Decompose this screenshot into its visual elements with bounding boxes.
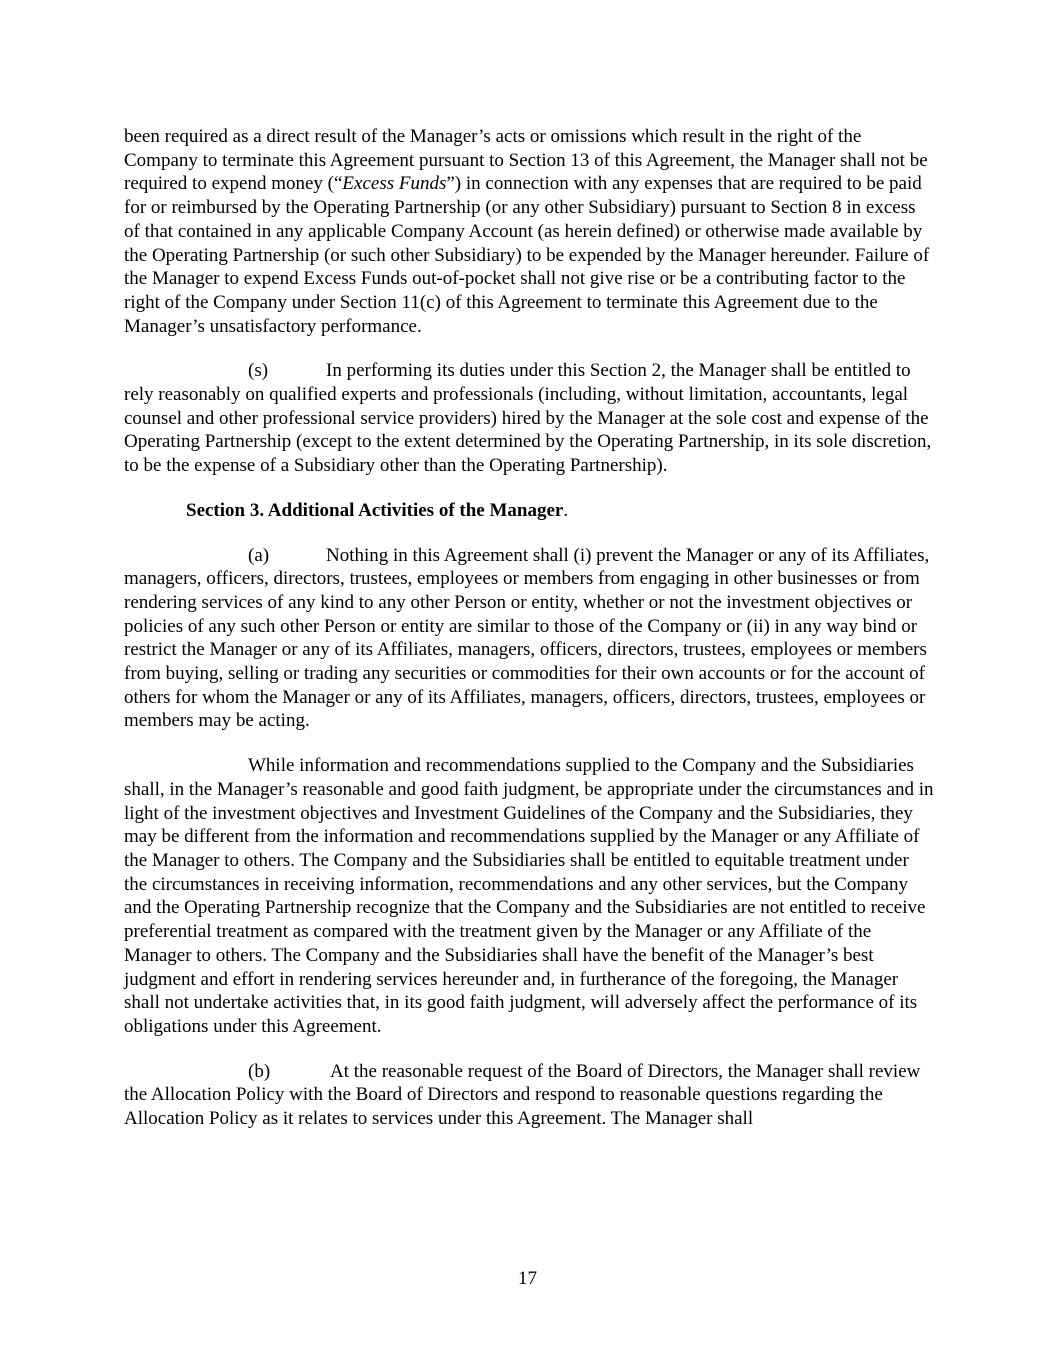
paragraph-continuation xyxy=(124,125,934,338)
paragraph-label: (b) xyxy=(248,1060,271,1082)
paragraph-label: (a) xyxy=(248,544,270,566)
page-number: 17 xyxy=(518,1268,537,1289)
section-title: Section 3. Additional Activities of the Manager xyxy=(186,499,564,521)
paragraph-a xyxy=(124,544,934,734)
paragraph-text: At the reasonable request of the Board of Directors, the Manager shall review the Allocation Policy with the Board of Directors and respond to reasonable questions regarding the Allocation Policy as it relates to services under this Agreement. The Manager shall xyxy=(124,1060,921,1130)
section-title-punct: . xyxy=(563,499,569,521)
paragraph-text: been required as a direct result of the Manager’s acts or omissions which result in the right of the Company to terminate this Agreement pursuant to Section 13 of this Agreement, the Manager shall not be required to expend money (“ xyxy=(124,126,928,195)
paragraph-text: In performing its duties under this Section 2, the Manager shall be entitled to rely reasonably on qualified experts and professionals (including, without limitation, accountants, legal counsel and other professional service providers) hired by the Manager at the sole cost and expense of the Operating Partnership (except to the extent determined by the Operating Partnership, in its sole discretion, to be the expense of a Subsidiary other than the Operating Partnership). xyxy=(124,360,932,477)
paragraph-label: (s) xyxy=(248,360,269,382)
paragraph-b xyxy=(124,1060,934,1131)
paragraph-text: Nothing in this Agreement shall (i) prevent the Manager or any of its Affiliates, managers, officers, directors, trustees, employees or members from engaging in other businesses or from rendering services of any kind to any other Person or entity, whether or not the investment objectives or policies of any such other Person or entity are similar to those of the Company or (ii) in any way bind or restrict the Manager or any of its Affiliates, managers, officers, directors, trustees, employees or members from buying, selling or trading any securities or commodities for their own accounts or for the account of others for whom the Manager or any of its Affiliates, managers, officers, directors, trustees, employees or members may be acting. xyxy=(124,544,930,732)
section-heading xyxy=(124,499,934,523)
paragraph-text: While information and recommendations supplied to the Company and the Subsidiaries shall, in the Manager’s reasonable and good faith judgment, be appropriate under the circumstances and in light of the investment objectives and Investment Guidelines of the Company and the Subsidiaries, they may be different from the information and recommendations supplied by the Manager or any Affiliate of the Manager to others. The Company and the Subsidiaries shall be entitled to equitable treatment under the circumstances in receiving information, recommendations and any other services, but the Company and the Operating Partnership recognize that the Company and the Subsidiaries are not entitled to receive preferential treatment as compared with the treatment given by the Manager or any Affiliate of the Manager to others. The Company and the Subsidiaries shall have the benefit of the Manager’s best judgment and effort in rendering services hereunder and, in furtherance of the foregoing, the Manager shall not undertake activities that, in its good faith judgment, will adversely affect the performance of its obligations under this Agreement. xyxy=(124,755,934,1037)
document-body xyxy=(124,125,934,1152)
defined-term: Excess Funds xyxy=(342,173,447,195)
paragraph-while xyxy=(124,754,934,1038)
paragraph-s xyxy=(124,359,934,478)
paragraph-text: ”) in connection with any expenses that are required to be paid for or reimbursed by the Operating Partnership (or any other Subsidiary) pursuant to Section 8 in excess of that contained in any applicable Company Account (as herein defined) or otherwise made available by the Operating Partnership (or such other Subsidiary) to be expended by the Manager hereunder. Failure of the Manager to expend Excess Funds out-of-pocket shall not give rise or be a contributing factor to the right of the Company under Section 11(c) of this Agreement to terminate this Agreement due to the Manager’s unsatisfactory performance. xyxy=(124,173,930,337)
